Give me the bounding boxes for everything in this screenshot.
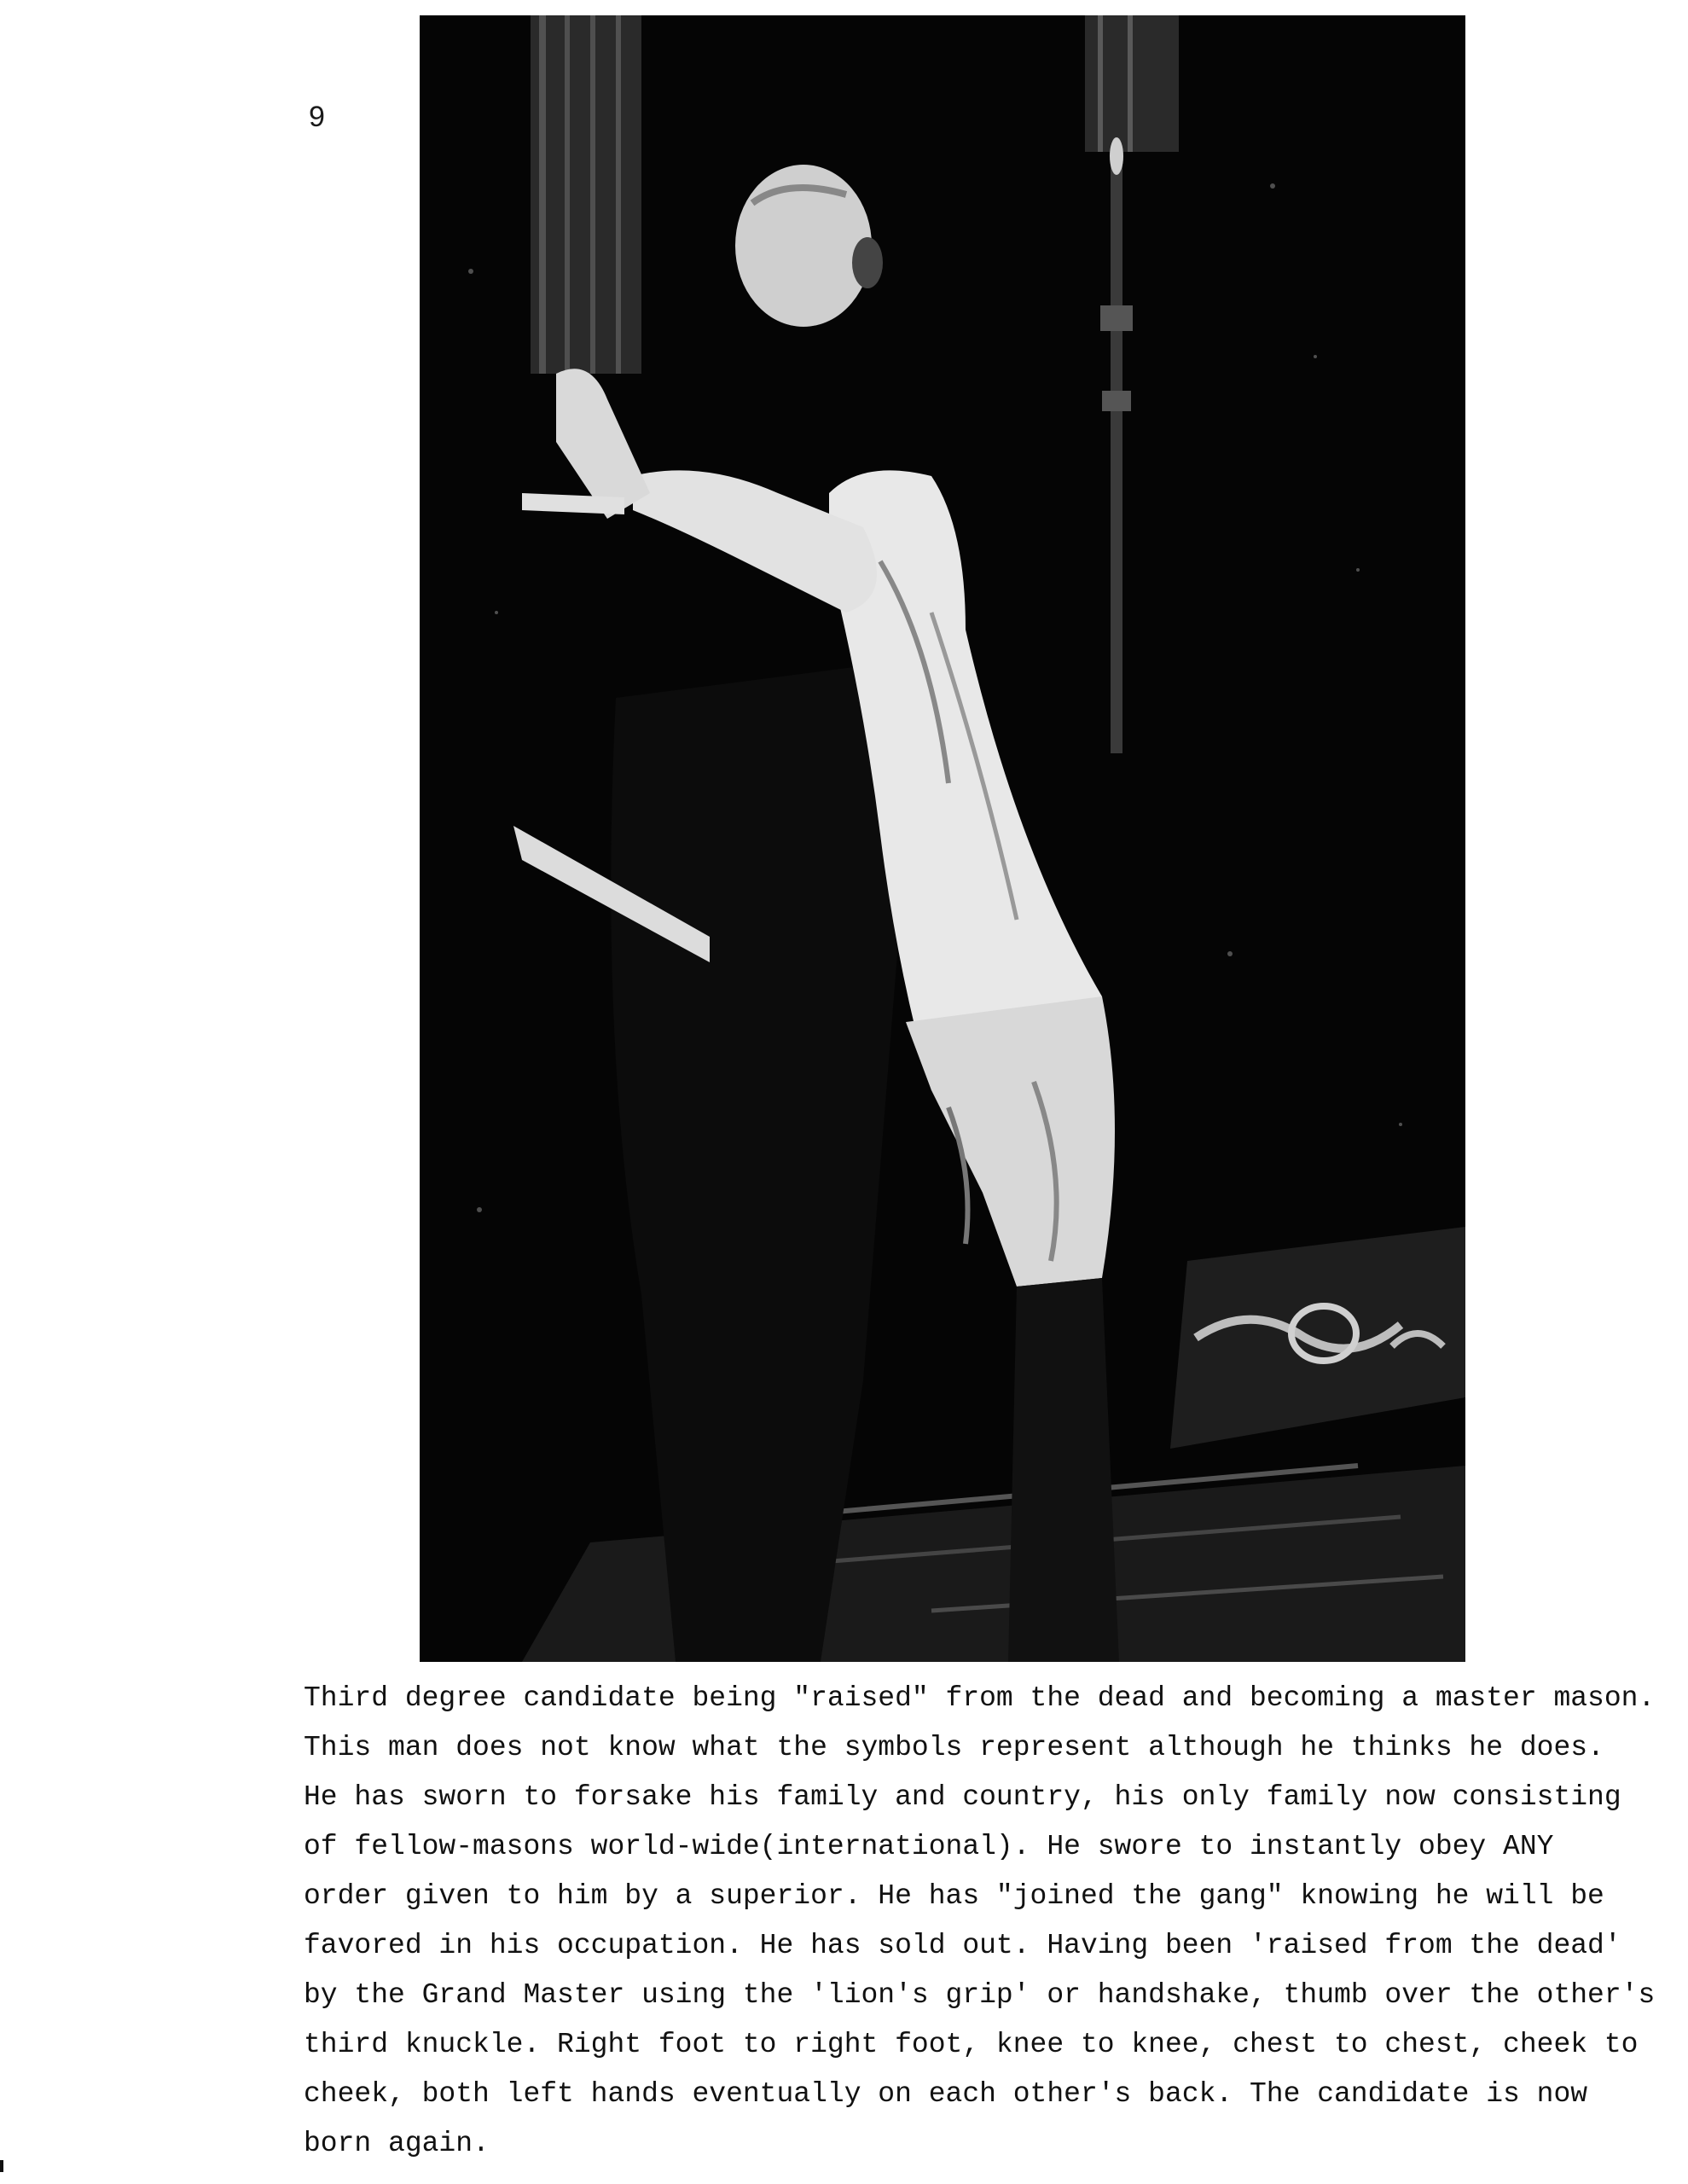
- candle-flame: [1110, 137, 1123, 175]
- pillar-left: [531, 15, 641, 374]
- caption-line: of fellow-masons world-wide(international). He swore to instantly obey ANY: [304, 1831, 1554, 1862]
- candidate-trousers: [906, 996, 1115, 1287]
- caption-line: by the Grand Master using the 'lion's grip' or handshake, thumb over the other's: [304, 1979, 1656, 2011]
- candle-stand: [1111, 156, 1122, 753]
- caption-line: cheek, both left hands eventually on each other's back. The candidate is now: [304, 2078, 1588, 2110]
- photo-caption: [304, 1674, 1668, 2169]
- page-number: 9: [309, 101, 325, 133]
- caption-line: born again.: [304, 2128, 490, 2159]
- photograph-illustration: [420, 15, 1465, 1662]
- scan-edge-mark: [0, 2160, 3, 2172]
- candidate-legs: [1008, 1278, 1119, 1662]
- caption-line: order given to him by a superior. He has "joined the gang" knowing he will be: [304, 1880, 1604, 1912]
- caption-line: third knuckle. Right foot to right foot, knee to knee, chest to chest, cheek to: [304, 2029, 1639, 2060]
- caption-line: favored in his occupation. He has sold out. Having been 'raised from the dead': [304, 1930, 1621, 1961]
- caption-line: Third degree candidate being "raised" from the dead and becoming a master mason.: [304, 1682, 1656, 1714]
- caption-line: He has sworn to forsake his family and country, his only family now consisting: [304, 1781, 1621, 1813]
- altar-rug: [1170, 1227, 1465, 1449]
- ritual-photograph: [420, 15, 1465, 1662]
- caption-line: This man does not know what the symbols represent although he thinks he does.: [304, 1732, 1604, 1763]
